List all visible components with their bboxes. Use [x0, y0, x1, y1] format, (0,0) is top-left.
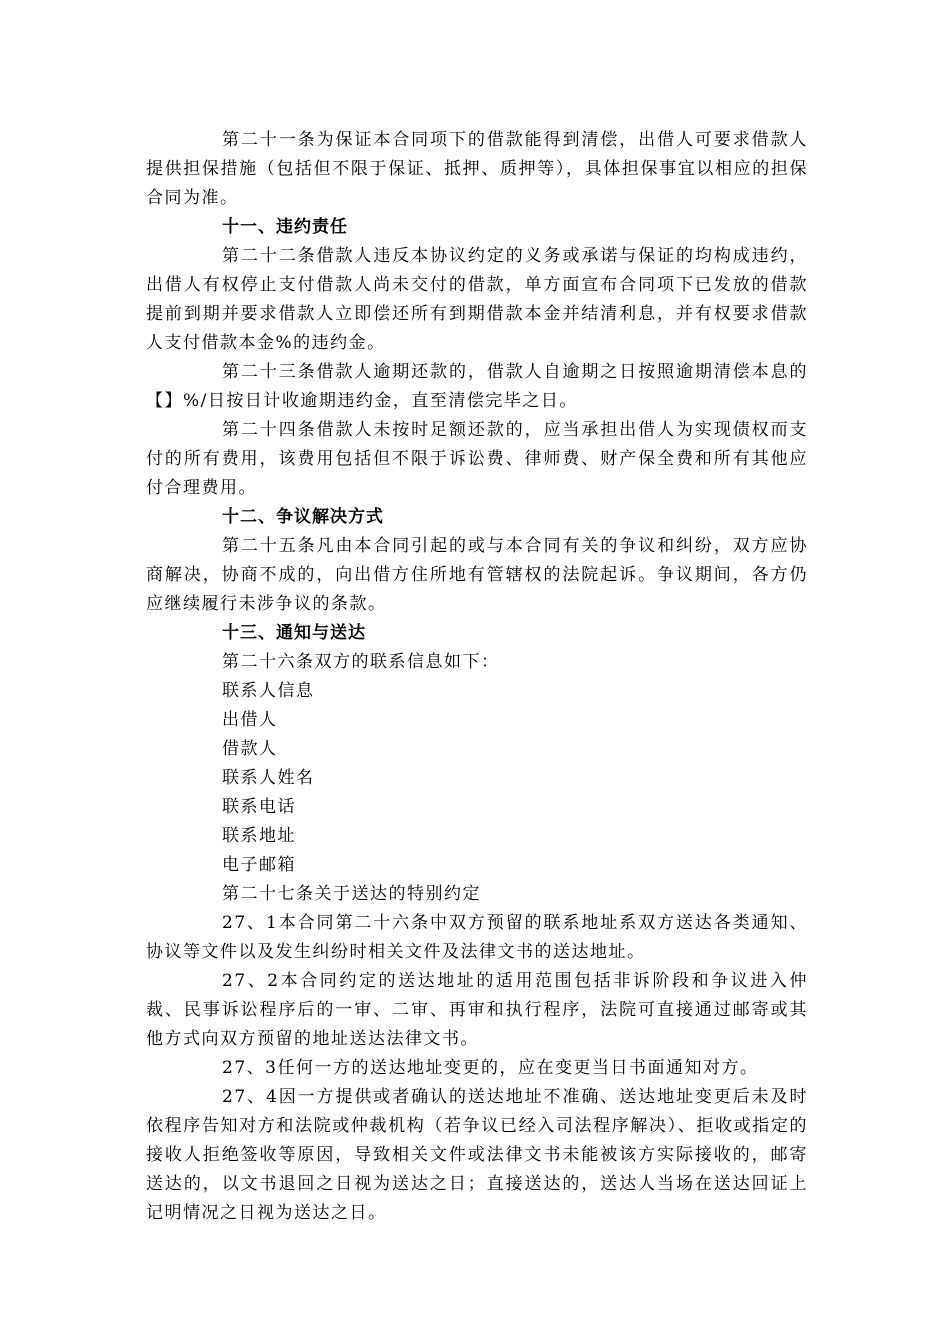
clause-27-1: 27、1本合同第二十六条中双方预留的联系地址系双方送达各类通知、协议等文件以及发生纠纷时相关文件及法律文书的送达地址。: [146, 913, 808, 962]
section-heading-notice-delivery: 十三、通知与送达: [222, 623, 366, 643]
section-heading-breach-liability: 十一、违约责任: [222, 217, 348, 237]
contact-address-label: 联系地址: [222, 826, 296, 846]
clause-27-4: 27、4因一方提供或者确认的送达地址不准确、送达地址变更后未及时依程序告知对方和法院或仲裁机构（若争议已经入司法程序解决）、拒收或指定的接收人拒绝签收等原因，导致相关文件或法律文书未能被该方实际接收的，邮寄送达的，以文书退回之日视为送达之日；直接送达的，送达人当场在送达回证上记明情况之日视为送达之日。: [146, 1087, 808, 1223]
article-21: 第二十一条为保证本合同项下的借款能得到清偿，出借人可要求借款人提供担保措施（包括但不限于保证、抵押、质押等），具体担保事宜以相应的担保合同为准。: [146, 130, 808, 208]
contact-info-label: 联系人信息: [222, 681, 315, 701]
article-22: 第二十二条借款人违反本协议约定的义务或承诺与保证的均构成违约，出借人有权停止支付借款人尚未交付的借款，单方面宣布合同项下已发放的借款提前到期并要求借款人立即偿还所有到期借款本金并结清利息，并有权要求借款人支付借款本金%的违约金。: [146, 246, 808, 353]
article-23: 第二十三条借款人逾期还款的，借款人自逾期之日按照逾期清偿本息的【】%/日按日计收逾期违约金，直至清偿完毕之日。: [146, 362, 808, 411]
document-body: [146, 126, 808, 1228]
clause-27-2: 27、2本合同约定的送达地址的适用范围包括非诉阶段和争议进入仲裁、民事诉讼程序后的一审、二审、再审和执行程序，法院可直接通过邮寄或其他方式向双方预留的地址送达法律文书。: [146, 971, 808, 1049]
article-24: 第二十四条借款人未按时足额还款的，应当承担出借人为实现债权而支付的所有费用，该费用包括但不限于诉讼费、律师费、财产保全费和所有其他应付合理费用。: [146, 420, 808, 498]
contact-name-label: 联系人姓名: [222, 768, 315, 788]
section-heading-dispute-resolution: 十二、争议解决方式: [222, 507, 384, 527]
lender-label: 出借人: [222, 710, 278, 730]
borrower-label: 借款人: [222, 739, 278, 759]
clause-27-3: 27、3任何一方的送达地址变更的，应在变更当日书面通知对方。: [222, 1058, 759, 1078]
article-26: 第二十六条双方的联系信息如下：: [222, 652, 500, 672]
contact-phone-label: 联系电话: [222, 797, 296, 817]
article-25: 第二十五条凡由本合同引起的或与本合同有关的争议和纠纷，双方应协商解决，协商不成的，向出借方住所地有管辖权的法院起诉。争议期间，各方仍应继续履行未涉争议的条款。: [146, 536, 808, 614]
article-27: 第二十七条关于送达的特别约定: [222, 884, 481, 904]
email-label: 电子邮箱: [222, 855, 296, 875]
